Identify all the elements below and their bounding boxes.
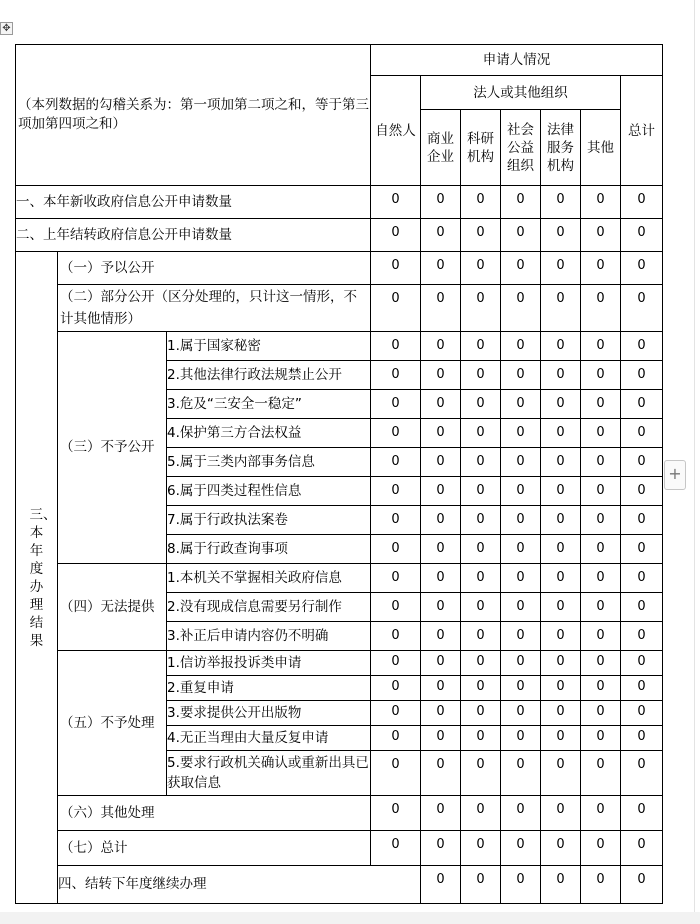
value-cell: 0 — [371, 332, 421, 361]
section-three-label: 三、本年度办理结果 — [29, 506, 57, 649]
row-label: 3.补正后申请内容仍不明确 — [167, 627, 329, 644]
value-cell: 0 — [581, 622, 621, 651]
header-org-type — [501, 110, 541, 186]
value-cell: 0 — [421, 726, 461, 751]
value-cell: 0 — [371, 219, 421, 252]
value-cell: 0 — [371, 751, 421, 796]
value-cell: 0 — [501, 564, 541, 593]
value-cell: 0 — [621, 332, 663, 361]
value-cell: 0 — [501, 219, 541, 252]
value-cell: 0 — [501, 751, 541, 796]
header-org-type — [541, 110, 581, 186]
row-label: 四、结转下年度继续办理 — [58, 876, 207, 892]
value-cell: 0 — [541, 866, 581, 904]
value-cell: 0 — [461, 390, 501, 419]
value-cell: 0 — [461, 564, 501, 593]
value-cell: 0 — [371, 622, 421, 651]
value-cell: 0 — [421, 506, 461, 535]
row-label: 4.保护第三方合法权益 — [167, 424, 302, 441]
value-cell: 0 — [541, 831, 581, 866]
value-cell: 0 — [581, 390, 621, 419]
value-cell: 0 — [461, 831, 501, 866]
value-cell: 0 — [501, 866, 541, 904]
header-applicant-situation: 申请人情况 — [371, 45, 663, 76]
value-cell: 0 — [371, 593, 421, 622]
group-label: （三）不予公开 — [60, 439, 155, 455]
row-label: 7.属于行政执法案卷 — [167, 511, 288, 528]
value-cell: 0 — [581, 285, 621, 332]
value-cell: 0 — [501, 726, 541, 751]
header-org-type-label: 科研机构 — [467, 130, 494, 165]
value-cell: 0 — [371, 361, 421, 390]
value-cell: 0 — [541, 535, 581, 564]
row-label: （七）总计 — [60, 839, 128, 856]
group-label: （四）无法提供 — [60, 598, 155, 615]
value-cell: 0 — [461, 477, 501, 506]
value-cell: 0 — [581, 252, 621, 285]
value-cell: 0 — [621, 622, 663, 651]
value-cell: 0 — [541, 390, 581, 419]
value-cell: 0 — [461, 701, 501, 726]
value-cell: 0 — [371, 419, 421, 448]
value-cell: 0 — [371, 506, 421, 535]
value-cell: 0 — [461, 622, 501, 651]
table-row — [16, 796, 663, 831]
value-cell: 0 — [371, 796, 421, 831]
table-row — [16, 651, 663, 676]
value-cell: 0 — [581, 866, 621, 904]
value-cell: 0 — [541, 506, 581, 535]
value-cell: 0 — [461, 506, 501, 535]
value-cell: 0 — [581, 796, 621, 831]
value-cell: 0 — [501, 622, 541, 651]
value-cell: 0 — [501, 676, 541, 701]
value-cell: 0 — [501, 390, 541, 419]
table-row — [16, 831, 663, 866]
value-cell: 0 — [621, 477, 663, 506]
value-cell: 0 — [621, 564, 663, 593]
value-cell: 0 — [581, 751, 621, 796]
value-cell: 0 — [541, 332, 581, 361]
value-cell: 0 — [621, 831, 663, 866]
value-cell: 0 — [371, 831, 421, 866]
value-cell: 0 — [461, 535, 501, 564]
value-cell: 0 — [421, 390, 461, 419]
value-cell: 0 — [581, 651, 621, 676]
value-cell: 0 — [621, 186, 663, 219]
value-cell: 0 — [371, 252, 421, 285]
value-cell: 0 — [621, 751, 663, 796]
value-cell: 0 — [371, 651, 421, 676]
group-label-cell — [58, 332, 167, 564]
row-label: 5.要求行政机关确认或重新出具已获取信息 — [167, 755, 369, 791]
group-label-cell — [58, 651, 167, 796]
value-cell: 0 — [421, 796, 461, 831]
value-cell: 0 — [581, 701, 621, 726]
header-org-type — [421, 110, 461, 186]
value-cell: 0 — [541, 252, 581, 285]
value-cell: 0 — [541, 219, 581, 252]
table-row — [16, 564, 663, 593]
table-row — [16, 252, 663, 285]
value-cell: 0 — [621, 593, 663, 622]
row-label: 8.属于行政查询事项 — [167, 540, 288, 557]
value-cell: 0 — [501, 796, 541, 831]
value-cell: 0 — [501, 701, 541, 726]
value-cell: 0 — [541, 622, 581, 651]
group-label-cell — [58, 564, 167, 651]
value-cell: 0 — [581, 535, 621, 564]
value-cell: 0 — [541, 285, 581, 332]
group-label: （五）不予处理 — [60, 714, 155, 731]
value-cell: 0 — [371, 535, 421, 564]
row-label: 2.重复申请 — [167, 679, 234, 696]
value-cell: 0 — [501, 285, 541, 332]
value-cell: 0 — [541, 751, 581, 796]
value-cell: 0 — [621, 361, 663, 390]
value-cell: 0 — [581, 593, 621, 622]
value-cell: 0 — [581, 676, 621, 701]
value-cell: 0 — [501, 252, 541, 285]
value-cell: 0 — [421, 622, 461, 651]
value-cell: 0 — [501, 448, 541, 477]
header-org-type-label: 社会公益组织 — [507, 121, 534, 174]
value-cell: 0 — [421, 751, 461, 796]
value-cell: 0 — [421, 448, 461, 477]
value-cell: 0 — [421, 252, 461, 285]
value-cell: 0 — [461, 651, 501, 676]
value-cell: 0 — [421, 419, 461, 448]
value-cell: 0 — [621, 676, 663, 701]
page-edge — [694, 0, 695, 924]
section-three-cell — [16, 252, 58, 904]
value-cell: 0 — [501, 332, 541, 361]
row-label: 1.本机关不掌握相关政府信息 — [167, 569, 342, 586]
value-cell: 0 — [421, 332, 461, 361]
header-total: 总计 — [621, 76, 663, 186]
value-cell: 0 — [541, 796, 581, 831]
header-org-type-label: 法律服务机构 — [547, 121, 574, 174]
value-cell: 0 — [421, 564, 461, 593]
table-row — [16, 866, 663, 904]
value-cell: 0 — [581, 477, 621, 506]
table-row — [16, 186, 663, 219]
row-label: 4.无正当理由大量反复申请 — [167, 729, 329, 746]
row-label: 一、本年新收政府信息公开申请数量 — [16, 193, 232, 210]
value-cell: 0 — [461, 419, 501, 448]
row-label: （二）部分公开（区分处理的，只计这一情形，不计其他情形） — [60, 289, 357, 327]
value-cell: 0 — [581, 361, 621, 390]
value-cell: 0 — [371, 701, 421, 726]
disclosure-stats-table — [15, 44, 663, 904]
row-label: 5.属于三类内部事务信息 — [167, 453, 315, 470]
value-cell: 0 — [371, 285, 421, 332]
row-label: 二、上年结转政府信息公开申请数量 — [16, 226, 232, 243]
value-cell: 0 — [541, 701, 581, 726]
row-label: 1.信访举报投诉类申请 — [167, 654, 302, 671]
value-cell: 0 — [541, 726, 581, 751]
value-cell: 0 — [621, 219, 663, 252]
value-cell: 0 — [371, 477, 421, 506]
bottom-toolbar — [0, 912, 700, 924]
value-cell: 0 — [421, 477, 461, 506]
value-cell: 0 — [501, 593, 541, 622]
value-cell: 0 — [621, 285, 663, 332]
value-cell: 0 — [581, 506, 621, 535]
header-org-type-label: 其他 — [587, 139, 614, 156]
row-label: 1.属于国家秘密 — [167, 337, 261, 354]
row-label: 3.要求提供公开出版物 — [167, 704, 302, 721]
value-cell: 0 — [371, 448, 421, 477]
value-cell: 0 — [371, 564, 421, 593]
value-cell: 0 — [621, 390, 663, 419]
row-label: 2.没有现成信息需要另行制作 — [167, 598, 342, 615]
row-label: 3.危及“三安全一稳定” — [167, 395, 302, 412]
table-row — [16, 285, 663, 332]
value-cell: 0 — [371, 726, 421, 751]
value-cell: 0 — [621, 506, 663, 535]
value-cell: 0 — [581, 831, 621, 866]
header-natural-person: 自然人 — [371, 76, 421, 186]
value-cell: 0 — [541, 676, 581, 701]
value-cell: 0 — [421, 593, 461, 622]
row-label: 6.属于四类过程性信息 — [167, 482, 302, 499]
value-cell: 0 — [541, 564, 581, 593]
value-cell: 0 — [541, 448, 581, 477]
value-cell: 0 — [501, 535, 541, 564]
table-row — [16, 219, 663, 252]
value-cell: 0 — [461, 866, 501, 904]
value-cell: 0 — [581, 564, 621, 593]
value-cell: 0 — [621, 252, 663, 285]
value-cell: 0 — [461, 332, 501, 361]
value-cell: 0 — [461, 448, 501, 477]
row-label: （一）予以公开 — [60, 259, 155, 276]
value-cell: 0 — [421, 285, 461, 332]
value-cell: 0 — [501, 477, 541, 506]
value-cell: 0 — [421, 186, 461, 219]
value-cell: 0 — [581, 419, 621, 448]
value-cell: 0 — [421, 676, 461, 701]
value-cell: 0 — [581, 332, 621, 361]
value-cell: 0 — [501, 361, 541, 390]
table-row — [16, 332, 663, 361]
value-cell: 0 — [501, 831, 541, 866]
value-cell: 0 — [541, 651, 581, 676]
header-org-type-label: 商业企业 — [427, 130, 454, 165]
value-cell: 0 — [371, 676, 421, 701]
value-cell: 0 — [541, 419, 581, 448]
value-cell: 0 — [581, 219, 621, 252]
value-cell: 0 — [461, 361, 501, 390]
value-cell: 0 — [621, 866, 663, 904]
value-cell: 0 — [501, 651, 541, 676]
value-cell: 0 — [541, 186, 581, 219]
header-note-cell — [16, 45, 371, 186]
table-move-handle-icon[interactable]: ✥ — [0, 22, 13, 35]
value-cell: 0 — [621, 796, 663, 831]
add-column-icon[interactable]: + — [664, 460, 686, 490]
value-cell: 0 — [541, 593, 581, 622]
value-cell: 0 — [461, 796, 501, 831]
value-cell: 0 — [461, 751, 501, 796]
value-cell: 0 — [621, 651, 663, 676]
row-label: 2.其他法律行政法规禁止公开 — [167, 366, 342, 383]
value-cell: 0 — [421, 866, 461, 904]
value-cell: 0 — [461, 676, 501, 701]
value-cell: 0 — [461, 285, 501, 332]
value-cell: 0 — [581, 186, 621, 219]
value-cell: 0 — [371, 186, 421, 219]
value-cell: 0 — [581, 726, 621, 751]
row-label: （六）其他处理 — [60, 804, 155, 821]
value-cell: 0 — [421, 361, 461, 390]
header-legal-org: 法人或其他组织 — [421, 76, 621, 110]
value-cell: 0 — [421, 831, 461, 866]
value-cell: 0 — [421, 701, 461, 726]
value-cell: 0 — [621, 701, 663, 726]
value-cell: 0 — [421, 535, 461, 564]
value-cell: 0 — [501, 186, 541, 219]
value-cell: 0 — [461, 252, 501, 285]
value-cell: 0 — [541, 361, 581, 390]
header-note: （本列数据的勾稽关系为：第一项加第二项之和，等于第三项加第四项之和） — [18, 97, 369, 132]
value-cell: 0 — [621, 535, 663, 564]
value-cell: 0 — [421, 219, 461, 252]
header-org-type — [461, 110, 501, 186]
value-cell: 0 — [581, 448, 621, 477]
value-cell: 0 — [461, 186, 501, 219]
value-cell: 0 — [621, 448, 663, 477]
value-cell: 0 — [461, 593, 501, 622]
value-cell: 0 — [621, 419, 663, 448]
value-cell: 0 — [541, 477, 581, 506]
value-cell: 0 — [501, 419, 541, 448]
value-cell: 0 — [371, 390, 421, 419]
value-cell: 0 — [501, 506, 541, 535]
value-cell: 0 — [621, 726, 663, 751]
value-cell: 0 — [461, 726, 501, 751]
value-cell: 0 — [421, 651, 461, 676]
value-cell: 0 — [461, 219, 501, 252]
header-org-type — [581, 110, 621, 186]
